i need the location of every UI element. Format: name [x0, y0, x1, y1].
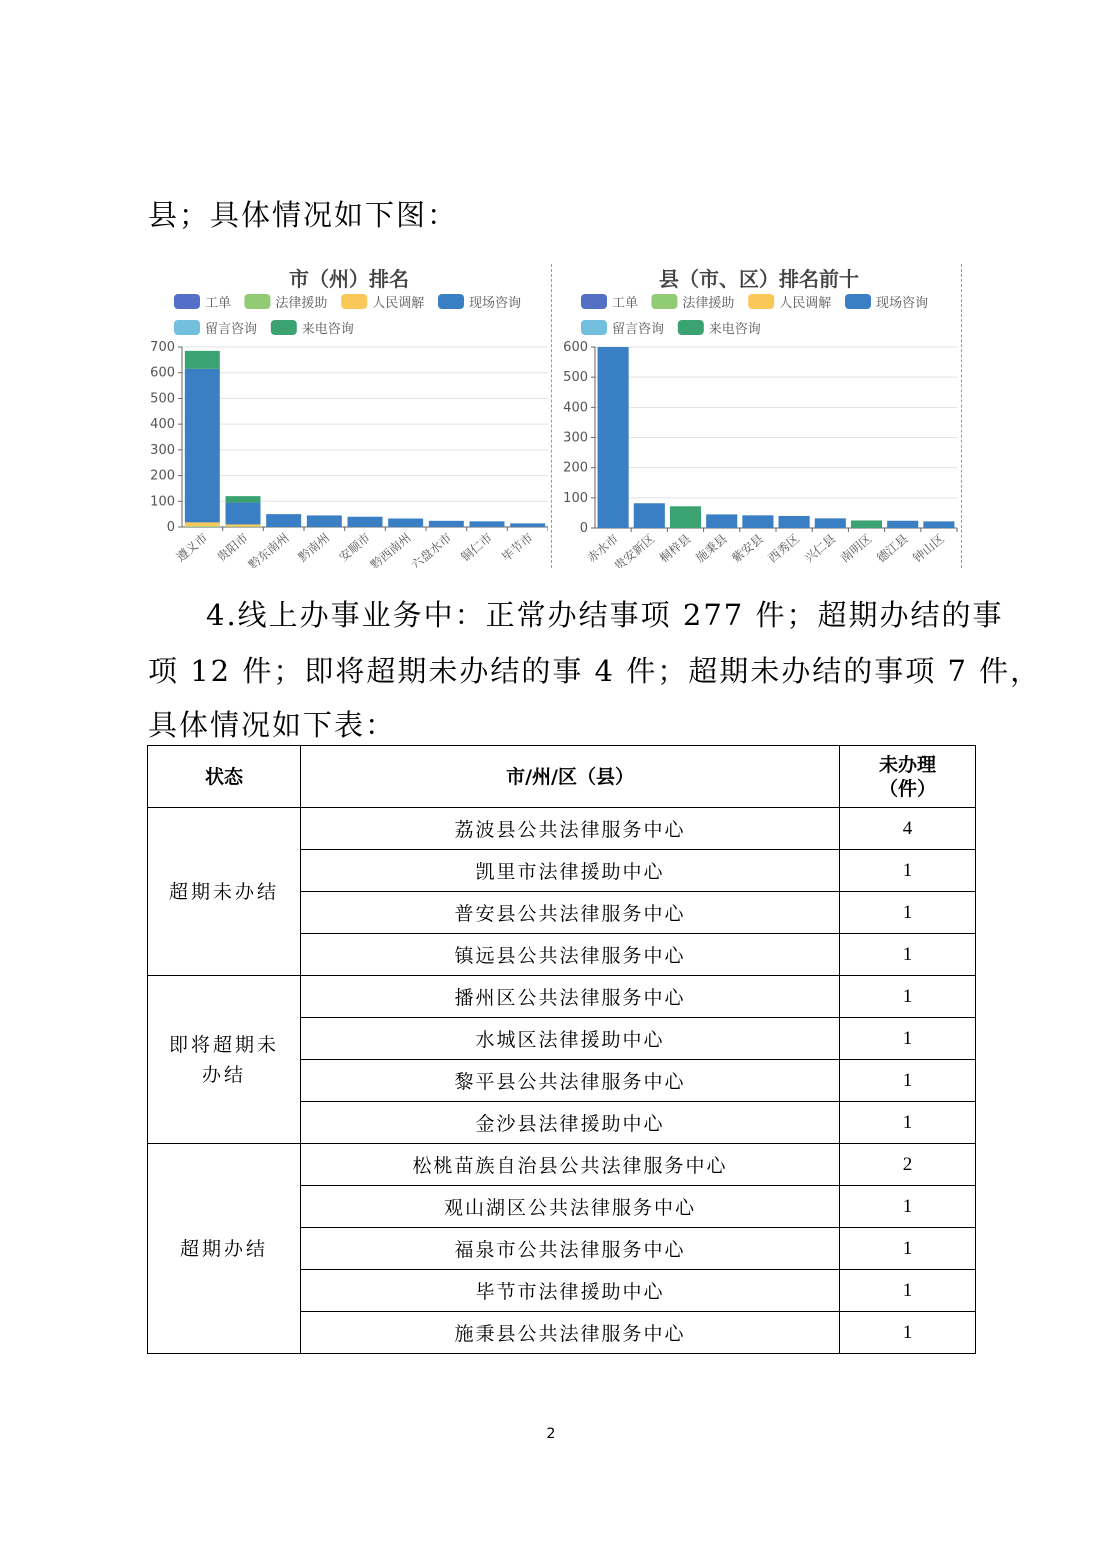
- city-xtick-label: 黔东南州: [245, 530, 292, 568]
- county-xtick-label: 兴仁县: [801, 531, 839, 566]
- online-business-paragraph-line2: 项 12 件；即将超期未办结的事 4 件；超期未办结的事项 7 件，: [148, 654, 1042, 688]
- county-title: 县（市、区）排名前十: [659, 267, 859, 291]
- county-xtick-label: 西秀区: [765, 531, 803, 566]
- region-cell: 凯里市法律援助中心: [300, 850, 839, 892]
- city-bar-人民调解: [185, 522, 220, 526]
- page-number: 2: [546, 1426, 556, 1442]
- status-cell: [148, 1144, 301, 1354]
- chart-divider: [551, 264, 552, 568]
- count-cell: 1: [840, 1018, 976, 1060]
- city-xtick-label: 遵义市: [173, 530, 211, 565]
- count-cell: 1: [840, 1186, 976, 1228]
- city-bar-现场咨询: [470, 521, 505, 527]
- status-cell: [148, 976, 301, 1144]
- region-cell: 黎平县公共法律服务中心: [300, 1060, 839, 1102]
- county-ytick-label: 100: [563, 490, 588, 506]
- region-cell: 施秉县公共法律服务中心: [300, 1312, 839, 1354]
- county-bar-来电咨询: [851, 520, 882, 528]
- header-status: 状态: [148, 746, 301, 808]
- county-legend-label: 人民调解: [779, 296, 832, 311]
- city-xtick-label: 毕节市: [499, 530, 536, 565]
- status-cell: [148, 808, 301, 976]
- county-legend-swatch: [748, 294, 774, 309]
- county-legend-swatch: [678, 320, 704, 335]
- region-cell: 毕节市法律援助中心: [300, 1270, 839, 1312]
- city-ytick-label: 500: [150, 391, 175, 407]
- region-cell: 播州区公共法律服务中心: [300, 976, 839, 1018]
- county-xtick-label: 德江县: [874, 531, 911, 566]
- county-ytick-label: 200: [563, 460, 588, 476]
- header-region: 市/州/区（县）: [300, 746, 839, 808]
- count-cell: 1: [840, 892, 976, 934]
- table-body: [148, 808, 976, 1354]
- city-legend-label: 来电咨询: [301, 322, 354, 337]
- county-xtick-label: 贵安新区: [611, 531, 658, 568]
- count-cell: 1: [840, 1270, 976, 1312]
- city-legend-swatch: [341, 294, 367, 309]
- count-cell: 4: [840, 808, 976, 850]
- city-bar-法律援助: [226, 526, 261, 527]
- county-xtick-label: 施秉县: [693, 531, 730, 566]
- region-cell: 镇远县公共法律服务中心: [300, 934, 839, 976]
- county-bar-现场咨询: [887, 521, 918, 528]
- table-row: [148, 808, 976, 850]
- city-ytick-label: 200: [150, 468, 175, 484]
- city-bar-法律援助: [185, 526, 220, 527]
- status-label: 即将超期未办结: [168, 1033, 279, 1086]
- county-bar-现场咨询: [742, 515, 773, 528]
- city-ytick-label: 100: [150, 494, 175, 510]
- city-xtick-label: 安顺市: [336, 530, 373, 565]
- county-xtick-label: 桐梓县: [656, 531, 694, 566]
- city-bar-现场咨询: [388, 519, 423, 527]
- city-legend-label: 法律援助: [275, 296, 328, 311]
- city-legend-swatch: [174, 320, 200, 335]
- city-bar-来电咨询: [185, 351, 220, 369]
- county-ranking-chart: [555, 262, 963, 568]
- count-cell: 1: [840, 1102, 976, 1144]
- county-ytick-label: 300: [563, 430, 588, 446]
- county-xtick-label: 赤水市: [584, 531, 622, 566]
- city-ytick-label: 0: [166, 520, 175, 535]
- online-business-paragraph-line1: 4.线上办事业务中：正常办结事项 277 件；超期办结的事: [206, 598, 1004, 632]
- city-bar-现场咨询: [510, 523, 545, 527]
- county-legend-label: 留言咨询: [612, 322, 665, 337]
- table-header-row: [148, 746, 976, 808]
- city-ytick-label: 600: [150, 365, 175, 381]
- region-cell: 福泉市公共法律服务中心: [300, 1228, 839, 1270]
- county-legend-label: 工单: [612, 296, 639, 311]
- count-cell: 2: [840, 1144, 976, 1186]
- city-bar-现场咨询: [429, 521, 464, 527]
- city-bar-现场咨询: [348, 517, 383, 527]
- county-legend-swatch: [845, 294, 871, 309]
- city-bar-现场咨询: [266, 514, 301, 527]
- city-ytick-label: 400: [150, 417, 175, 433]
- city-xtick-label: 六盘水市: [408, 530, 455, 568]
- online-business-paragraph-line3: 具体情况如下表：: [148, 708, 397, 742]
- city-legend-label: 留言咨询: [205, 322, 258, 337]
- region-cell: 荔波县公共法律服务中心: [300, 808, 839, 850]
- city-legend-label: 工单: [205, 296, 232, 311]
- region-cell: 金沙县法律援助中心: [300, 1102, 839, 1144]
- intro-paragraph: 县；具体情况如下图：: [148, 198, 459, 232]
- status-label: 超期办结: [179, 1237, 268, 1260]
- city-legend-label: 人民调解: [372, 296, 425, 311]
- table-row: [148, 1144, 976, 1186]
- region-cell: 普安县公共法律服务中心: [300, 892, 839, 934]
- count-cell: 1: [840, 1228, 976, 1270]
- county-bar-现场咨询: [779, 516, 810, 528]
- city-legend-swatch: [271, 320, 297, 335]
- county-legend-swatch: [581, 320, 607, 335]
- city-ranking-chart-svg: [150, 262, 548, 568]
- city-xtick-label: 黔西南州: [367, 530, 414, 568]
- county-bar-现场咨询: [598, 347, 629, 528]
- header-count: [840, 746, 976, 808]
- county-bar-现场咨询: [706, 514, 737, 528]
- region-cell: 水城区法律援助中心: [300, 1018, 839, 1060]
- city-bar-现场咨询: [226, 503, 261, 525]
- city-xtick-label: 黔南州: [295, 530, 333, 565]
- county-ytick-label: 0: [579, 521, 588, 536]
- header-count-label: 未办理（件）: [879, 753, 937, 800]
- count-cell: 1: [840, 1312, 976, 1354]
- count-cell: 1: [840, 976, 976, 1018]
- county-legend-swatch: [581, 294, 607, 309]
- county-xtick-label: 钟山区: [910, 531, 947, 566]
- county-legend-label: 来电咨询: [708, 322, 761, 337]
- city-legend-swatch: [438, 294, 464, 309]
- county-legend-label: 法律援助: [682, 296, 735, 311]
- city-legend-swatch: [244, 294, 270, 309]
- city-legend-swatch: [174, 294, 200, 309]
- city-bar-来电咨询: [226, 496, 261, 502]
- table-row: [148, 976, 976, 1018]
- city-title: 市（州）排名: [289, 267, 409, 291]
- city-ytick-label: 700: [150, 340, 175, 355]
- county-bar-现场咨询: [923, 521, 954, 528]
- city-bar-现场咨询: [185, 369, 220, 523]
- city-bar-现场咨询: [307, 515, 342, 527]
- county-legend-swatch: [651, 294, 677, 309]
- city-xtick-label: 铜仁市: [458, 530, 495, 565]
- city-bar-人民调解: [226, 524, 261, 526]
- county-bar-现场咨询: [634, 503, 665, 528]
- county-bar-现场咨询: [815, 518, 846, 528]
- county-xtick-label: 紫安县: [729, 531, 766, 566]
- count-cell: 1: [840, 1060, 976, 1102]
- county-xtick-label: 南明区: [837, 531, 875, 566]
- city-ranking-chart: [150, 262, 548, 568]
- city-legend-label: 现场咨询: [469, 296, 522, 311]
- status-label: 超期未办结: [168, 880, 279, 903]
- county-ranking-chart-svg: [555, 262, 963, 568]
- count-cell: 1: [840, 934, 976, 976]
- city-ytick-label: 300: [150, 442, 175, 458]
- county-ytick-label: 400: [563, 400, 588, 416]
- county-ytick-label: 500: [563, 370, 588, 386]
- city-xtick-label: 贵阳市: [214, 530, 251, 565]
- county-bar-来电咨询: [670, 506, 701, 528]
- county-legend-label: 现场咨询: [876, 296, 929, 311]
- region-cell: 观山湖区公共法律服务中心: [300, 1186, 839, 1228]
- count-cell: 1: [840, 850, 976, 892]
- region-cell: 松桃苗族自治县公共法律服务中心: [300, 1144, 839, 1186]
- pending-items-table: [147, 745, 976, 1354]
- county-ytick-label: 600: [563, 340, 588, 355]
